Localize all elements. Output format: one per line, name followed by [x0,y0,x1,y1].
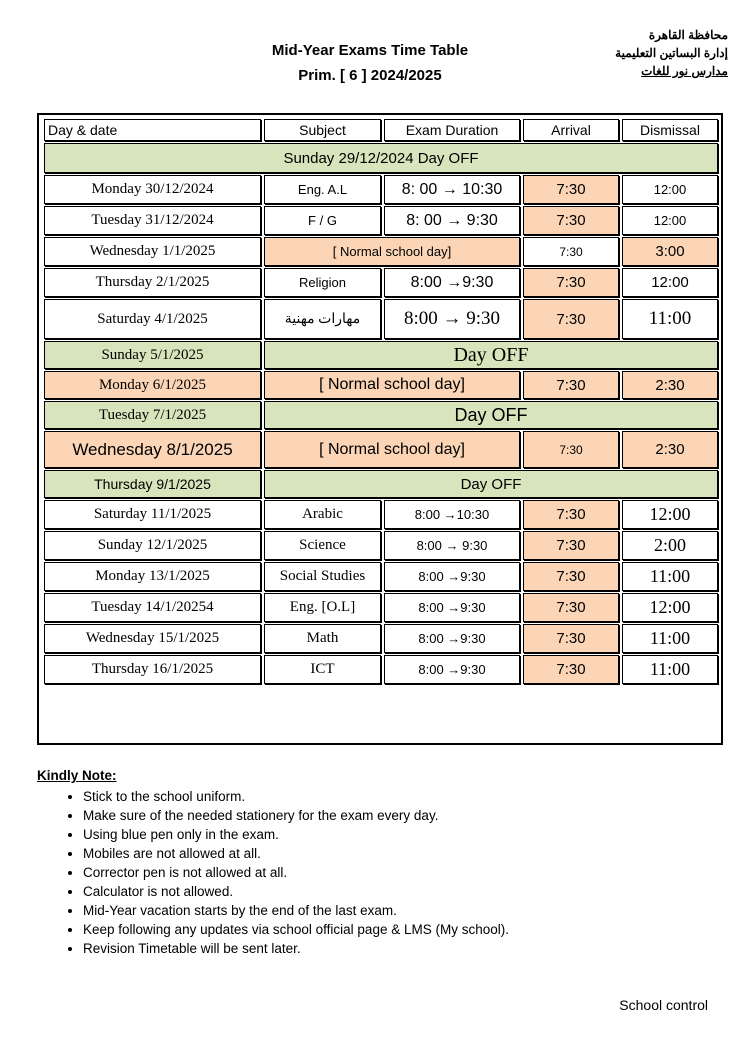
arrival-cell: 7:30 [523,175,619,204]
col-header-subject: Subject [264,119,381,141]
day-cell: Saturday 4/1/2025 [44,299,261,339]
duration-cell: 8:00 →9:30 [384,562,520,591]
col-header-day: Day & date [44,119,261,141]
day-cell: Thursday 2/1/2025 [44,268,261,297]
duration-cell: 8:00 →9:30 [384,655,520,684]
day-cell: Thursday 9/1/2025 [44,470,261,498]
day-cell: Monday 6/1/2025 [44,371,261,399]
title-line-2: Prim. [ 6 ] 2024/2025 [298,67,442,84]
subject-cell: Religion [264,268,381,297]
subject-cell: مهارات مهنية [264,299,381,339]
timetable-table [41,117,721,686]
list-item: • Calculator is not allowed. [83,882,717,901]
day-cell: Tuesday 7/1/2025 [44,401,261,429]
day-off-cell: Day OFF [264,341,718,369]
school-name-label: مدارس نور للغات [641,64,728,78]
duration-cell: 8: 00 → 9:30 [384,206,520,235]
dismissal-cell: 12:00 [622,206,718,235]
day-off-banner: Sunday 29/12/2024 Day OFF [44,143,718,173]
day-off-cell: Day OFF [264,401,718,429]
page-title [230,38,510,88]
duration-cell: 8:00 → 9:30 [384,299,520,339]
table-row [44,470,718,498]
arrival-cell: 7:30 [523,562,619,591]
list-item: • Mobiles are not allowed at all. [83,844,717,863]
col-header-duration: Exam Duration [384,119,520,141]
subject-cell: Arabic [264,500,381,529]
governorate-label: محافظة القاهرة [648,28,728,42]
normal-day-cell: [ Normal school day] [264,371,520,399]
dismissal-cell: 12:00 [622,175,718,204]
day-cell: Sunday 5/1/2025 [44,341,261,369]
arrival-cell: 7:30 [523,299,619,339]
normal-day-cell: [ Normal school day] [264,237,520,266]
list-item: • Using blue pen only in the exam. [83,825,717,844]
normal-day-cell: [ Normal school day] [264,431,520,468]
table-row [44,500,718,529]
list-item: • Keep following any updates via school official page & LMS (My school). [83,920,717,939]
table-row [44,562,718,591]
notes-heading: Kindly Note: [37,768,117,783]
table-row [44,401,718,429]
duration-cell: 8:00 →9:30 [384,268,520,297]
banner-row [44,143,718,173]
subject-cell: Math [264,624,381,653]
table-row [44,655,718,684]
dismissal-cell: 11:00 [622,655,718,684]
day-cell: Monday 30/12/2024 [44,175,261,204]
signature-label: School control [619,997,708,1013]
arrival-cell: 7:30 [523,371,619,399]
exam-timetable [37,113,723,745]
list-item: • Make sure of the needed stationery for the exam every day. [83,806,717,825]
table-row [44,237,718,266]
day-cell: Tuesday 14/1/20254 [44,593,261,622]
table-row [44,624,718,653]
arrival-cell: 7:30 [523,593,619,622]
list-item: • Mid-Year vacation starts by the end of the last exam. [83,901,717,920]
subject-cell: Social Studies [264,562,381,591]
list-item: • Corrector pen is not allowed at all. [83,863,717,882]
table-row [44,371,718,399]
col-header-arrival: Arrival [523,119,619,141]
arrival-cell: 7:30 [523,206,619,235]
dismissal-cell: 2:00 [622,531,718,560]
arrival-cell: 7:30 [523,531,619,560]
table-row [44,299,718,339]
notes-list [37,787,717,958]
subject-cell: ICT [264,655,381,684]
dismissal-cell: 11:00 [622,299,718,339]
list-item: • Revision Timetable will be sent later. [83,939,717,958]
duration-cell: 8:00 →9:30 [384,593,520,622]
list-item: • Stick to the school uniform. [83,787,717,806]
dismissal-cell: 12:00 [622,268,718,297]
day-cell: Sunday 12/1/2025 [44,531,261,560]
col-header-dismissal: Dismissal [622,119,718,141]
dismissal-cell: 11:00 [622,562,718,591]
day-cell: Wednesday 15/1/2025 [44,624,261,653]
arrival-cell: 7:30 [523,237,619,266]
dismissal-cell: 12:00 [622,500,718,529]
table-row [44,593,718,622]
dismissal-cell: 12:00 [622,593,718,622]
arrival-cell: 7:30 [523,268,619,297]
day-cell: Tuesday 31/12/2024 [44,206,261,235]
day-cell: Monday 13/1/2025 [44,562,261,591]
arrival-cell: 7:30 [523,500,619,529]
dismissal-cell: 11:00 [622,624,718,653]
day-off-cell: Day OFF [264,470,718,498]
table-row [44,431,718,468]
duration-cell: 8:00 →10:30 [384,500,520,529]
duration-cell: 8: 00 → 10:30 [384,175,520,204]
directorate-label: إدارة البساتين التعليمية [615,46,728,60]
dismissal-cell: 2:30 [622,431,718,468]
school-header [615,26,728,80]
subject-cell: F / G [264,206,381,235]
day-cell: Wednesday 1/1/2025 [44,237,261,266]
dismissal-cell: 2:30 [622,371,718,399]
arrival-cell: 7:30 [523,431,619,468]
table-row [44,175,718,204]
dismissal-cell: 3:00 [622,237,718,266]
title-line-1: Mid-Year Exams Time Table [271,42,469,59]
table-row [44,341,718,369]
subject-cell: Eng. A.L [264,175,381,204]
subject-cell: Science [264,531,381,560]
table-row [44,531,718,560]
subject-cell: Eng. [O.L] [264,593,381,622]
header-row [44,119,718,141]
day-cell: Thursday 16/1/2025 [44,655,261,684]
duration-cell: 8:00 → 9:30 [384,531,520,560]
notes-section [37,768,717,958]
day-cell: Saturday 11/1/2025 [44,500,261,529]
table-row [44,268,718,297]
day-cell: Wednesday 8/1/2025 [44,431,261,468]
arrival-cell: 7:30 [523,624,619,653]
table-row [44,206,718,235]
arrival-cell: 7:30 [523,655,619,684]
duration-cell: 8:00 →9:30 [384,624,520,653]
